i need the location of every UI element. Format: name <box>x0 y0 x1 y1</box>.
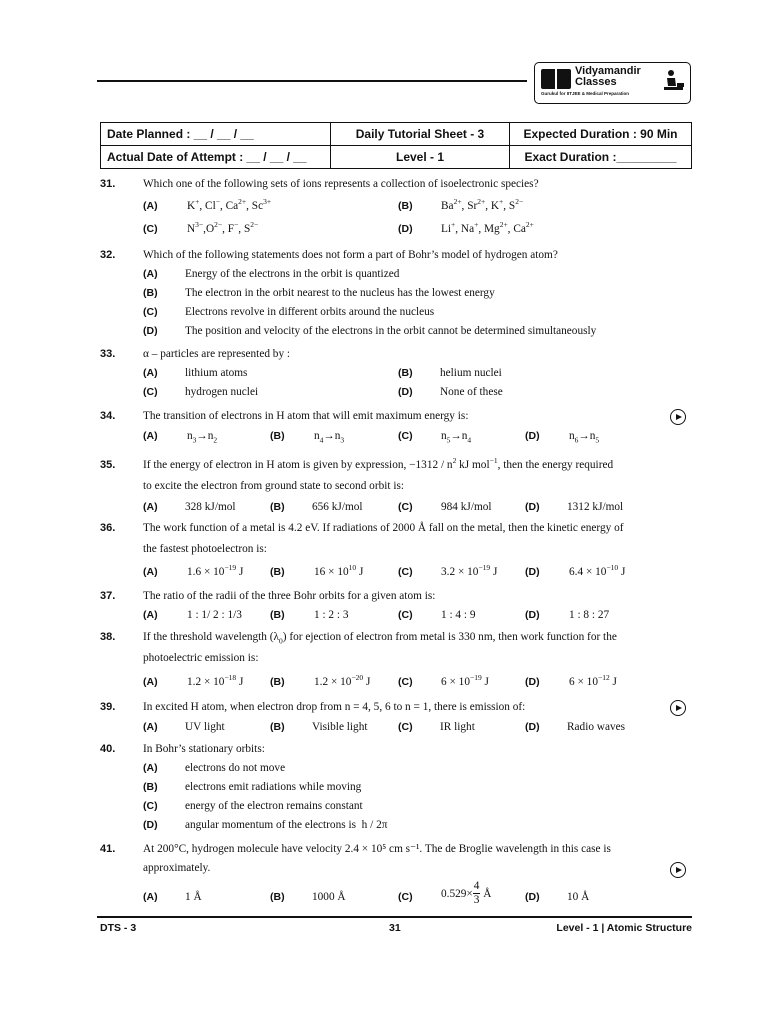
option-label: (C) <box>398 609 413 621</box>
question-text: In Bohr’s stationary orbits: <box>143 743 265 755</box>
option-a: 1 : 1/ 2 : 1/3 <box>187 609 242 621</box>
logo <box>534 62 691 104</box>
question-number: 38. <box>100 631 116 643</box>
option-label: (A) <box>143 200 158 212</box>
question-number: 33. <box>100 348 116 360</box>
option-label: (B) <box>270 676 285 688</box>
question-text-line2: to excite the electron from ground state to second orbit is: <box>143 480 405 492</box>
option-label: (C) <box>143 800 158 812</box>
student-desk-icon <box>662 68 684 94</box>
option-label: (C) <box>398 676 413 688</box>
option-label: (A) <box>143 501 158 513</box>
question-text: The ratio of the radii of the three Bohr orbits for a given atom is: <box>143 590 436 602</box>
question-text-cont: , then the energy required <box>497 459 614 471</box>
question-number: 40. <box>100 743 116 755</box>
option-label: (C) <box>143 386 158 398</box>
option-c: Electrons revolve in different orbits around the nucleus <box>185 306 435 318</box>
question-number: 31. <box>100 178 116 190</box>
question-33 <box>100 345 692 398</box>
expected-duration: Expected Duration : 90 Min <box>510 123 692 146</box>
option-label: (D) <box>525 566 540 578</box>
question-36 <box>100 519 692 578</box>
option-a: $n_3\to n_2$ <box>187 430 218 445</box>
sheet-title: Daily Tutorial Sheet - 3 <box>331 123 510 146</box>
option-b: helium nuclei <box>440 367 502 379</box>
option-label: (D) <box>398 386 413 398</box>
question-35 <box>100 456 692 513</box>
question-text: α – particles are represented by : <box>143 348 291 360</box>
question-number: 37. <box>100 590 116 602</box>
exact-duration: Exact Duration :_________ <box>510 146 692 169</box>
option-label: (A) <box>143 721 158 733</box>
option-c: 984 kJ/mol <box>441 501 492 513</box>
option-label: (A) <box>143 268 158 280</box>
option-b: The electron in the orbit nearest to the nucleus has the lowest energy <box>185 287 495 299</box>
question-number: 32. <box>100 249 116 261</box>
option-a: $1.2 \times 10^{-18}$ J <box>187 673 244 688</box>
option-c: hydrogen nuclei <box>185 386 259 398</box>
option-d: 1312 kJ/mol <box>567 501 624 513</box>
option-label: (B) <box>143 781 158 793</box>
option-d: Li+, Na+, $Mg^{2+}$, $Ca^{2+}$ <box>441 220 534 235</box>
footer-right: Level - 1 | Atomic Structure <box>556 922 692 934</box>
option-a: 328 kJ/mol <box>185 501 236 513</box>
option-label: (D) <box>398 223 413 235</box>
option-d: The position and velocity of the electrons in the orbit cannot be determined simultaneously <box>185 325 597 337</box>
question-text: In excited H atom, when electron drop from n = 4, 5, 6 to n = 1, there is emission of: <box>143 701 526 713</box>
sheet-info-table <box>100 122 692 169</box>
option-label: (D) <box>525 609 540 621</box>
video-play-icon[interactable] <box>670 409 686 425</box>
video-play-icon[interactable] <box>670 862 686 878</box>
option-label: (B) <box>270 609 285 621</box>
video-play-icon[interactable] <box>670 700 686 716</box>
option-b: 1 : 2 : 3 <box>314 609 349 621</box>
option-label: (B) <box>398 200 413 212</box>
question-41 <box>100 840 692 906</box>
option-label: (D) <box>525 891 540 903</box>
option-label: (A) <box>143 430 158 442</box>
question-number: 39. <box>100 701 116 713</box>
option-label: (C) <box>398 566 413 578</box>
lambda-zero: $(\lambda_0)$ <box>269 631 287 646</box>
option-label: (C) <box>143 306 158 318</box>
option-d: None of these <box>440 386 503 398</box>
option-label: (B) <box>398 367 413 379</box>
option-label: (C) <box>398 891 413 903</box>
book-icon <box>541 69 571 89</box>
option-c: 0.529× $\frac{4}{3}$ Å <box>441 880 492 906</box>
option-label: (C) <box>143 223 158 235</box>
option-label: (A) <box>143 676 158 688</box>
option-b: $n_4\to n_3$ <box>314 430 345 445</box>
option-b: electrons emit radiations while moving <box>185 781 362 793</box>
question-text: Which one of the following sets of ions represents a collection of isoelectronic species? <box>143 178 539 190</box>
option-a: lithium atoms <box>185 367 248 379</box>
date-planned: Date Planned : __ / __ / __ <box>101 123 331 146</box>
option-label: (B) <box>270 891 285 903</box>
option-b: 1000 Å <box>312 891 346 903</box>
question-37 <box>100 587 692 621</box>
option-a: $1.6 \times 10^{-19}$ J <box>187 563 244 578</box>
question-text-line2: the fastest photoelectron is: <box>143 543 267 555</box>
option-d: angular momentum of the electrons is h / 2π <box>185 819 388 831</box>
option-label: (A) <box>143 891 158 903</box>
option-c: IR light <box>440 721 475 733</box>
question-number: 36. <box>100 522 116 534</box>
option-c: energy of the electron remains constant <box>185 800 363 812</box>
question-39 <box>100 698 692 733</box>
option-label: (C) <box>398 721 413 733</box>
logo-tagline: Gurukul for IITJEE & Medical Preparation <box>541 91 630 96</box>
option-label: (C) <box>398 501 413 513</box>
option-c: $6 \times 10^{-19}$ J <box>441 673 489 688</box>
page-number: 31 <box>389 922 401 934</box>
question-text-cont: for ejection of electron from metal is 330 nm, then work function for the <box>289 631 617 643</box>
option-label: (D) <box>525 501 540 513</box>
question-40 <box>100 740 692 831</box>
option-b: Visible light <box>312 721 368 733</box>
option-b: $16 \times 10^{10}$ J <box>314 563 364 578</box>
footer-left: DTS - 3 <box>100 922 137 934</box>
question-text: The transition of electrons in H atom that will emit maximum energy is: <box>143 410 469 422</box>
option-label: (C) <box>398 430 413 442</box>
option-label: (D) <box>525 430 540 442</box>
option-a: Energy of the electrons in the orbit is quantized <box>185 268 400 280</box>
option-d: $n_6\to n_5$ <box>569 430 600 445</box>
option-d: $6 \times 10^{-12}$ J <box>569 673 617 688</box>
question-text-line2: approximately. <box>143 862 211 874</box>
option-label: (B) <box>270 721 285 733</box>
actual-date: Actual Date of Attempt : __ / __ / __ <box>101 146 331 169</box>
option-d: 10 Å <box>567 891 590 903</box>
question-32 <box>100 246 692 337</box>
option-label: (A) <box>143 367 158 379</box>
option-a: 1 Å <box>185 891 202 903</box>
footer-rule <box>97 916 692 918</box>
option-b: $1.2 \times 10^{-20}$ J <box>314 673 371 688</box>
question-34 <box>100 407 692 445</box>
option-label: (A) <box>143 762 158 774</box>
option-label: (B) <box>270 430 285 442</box>
option-label: (B) <box>270 566 285 578</box>
option-label: (D) <box>525 721 540 733</box>
option-d: Radio waves <box>567 721 626 733</box>
question-31 <box>100 175 692 235</box>
header-rule <box>97 80 527 82</box>
option-b: $Ba^{2+}$, $Sr^{2+}$, K+, $S^{2-}$ <box>441 197 524 212</box>
option-d: $6.4 \times 10^{-10}$ J <box>569 563 626 578</box>
option-a: electrons do not move <box>185 762 286 774</box>
question-number: 41. <box>100 843 116 855</box>
option-c: $3.2 \times 10^{-19}$ J <box>441 563 498 578</box>
question-number: 35. <box>100 459 116 471</box>
question-text: At 200°C, hydrogen molecule have velocity 2.4 × 10⁵ cm s⁻¹. The de Broglie wavelength in this case is <box>143 843 611 855</box>
option-b: 656 kJ/mol <box>312 501 363 513</box>
option-c: $n_5\to n_4$ <box>441 430 472 445</box>
option-label: (A) <box>143 609 158 621</box>
option-c: 1 : 4 : 9 <box>441 609 476 621</box>
question-text: Which of the following statements does not form a part of Bohr’s model of hydrogen atom? <box>143 249 558 261</box>
question-text: If the energy of electron in H atom is given by expression, <box>143 459 407 471</box>
question-text: The work function of a metal is 4.2 eV. If radiations of 2000 Å fall on the metal, then the kinetic energy of <box>143 522 624 534</box>
option-a: K+, Cl−, $Ca^{2+}$, $Sc^{3+}$ <box>187 197 272 212</box>
option-label: (B) <box>270 501 285 513</box>
option-label: (B) <box>143 287 158 299</box>
logo-name-2: Classes <box>575 76 617 88</box>
question-text-line2: photoelectric emission is: <box>143 652 259 664</box>
option-label: (D) <box>143 325 158 337</box>
logo-name-1: Vidyamandir <box>575 65 641 77</box>
option-label: (A) <box>143 566 158 578</box>
option-a: UV light <box>185 721 225 733</box>
question-38 <box>100 628 692 688</box>
question-text: If the threshold wavelength <box>143 631 267 643</box>
question-number: 34. <box>100 410 116 422</box>
energy-expression: $-1312 / n^2$ kJ mol$^{-1}$ <box>409 456 498 471</box>
option-d: 1 : 8 : 27 <box>569 609 610 621</box>
option-label: (D) <box>143 819 158 831</box>
option-c: $N^{3-},O^{2-}$, F−, $S^{2-}$ <box>187 220 259 235</box>
level: Level - 1 <box>331 146 510 169</box>
option-label: (D) <box>525 676 540 688</box>
